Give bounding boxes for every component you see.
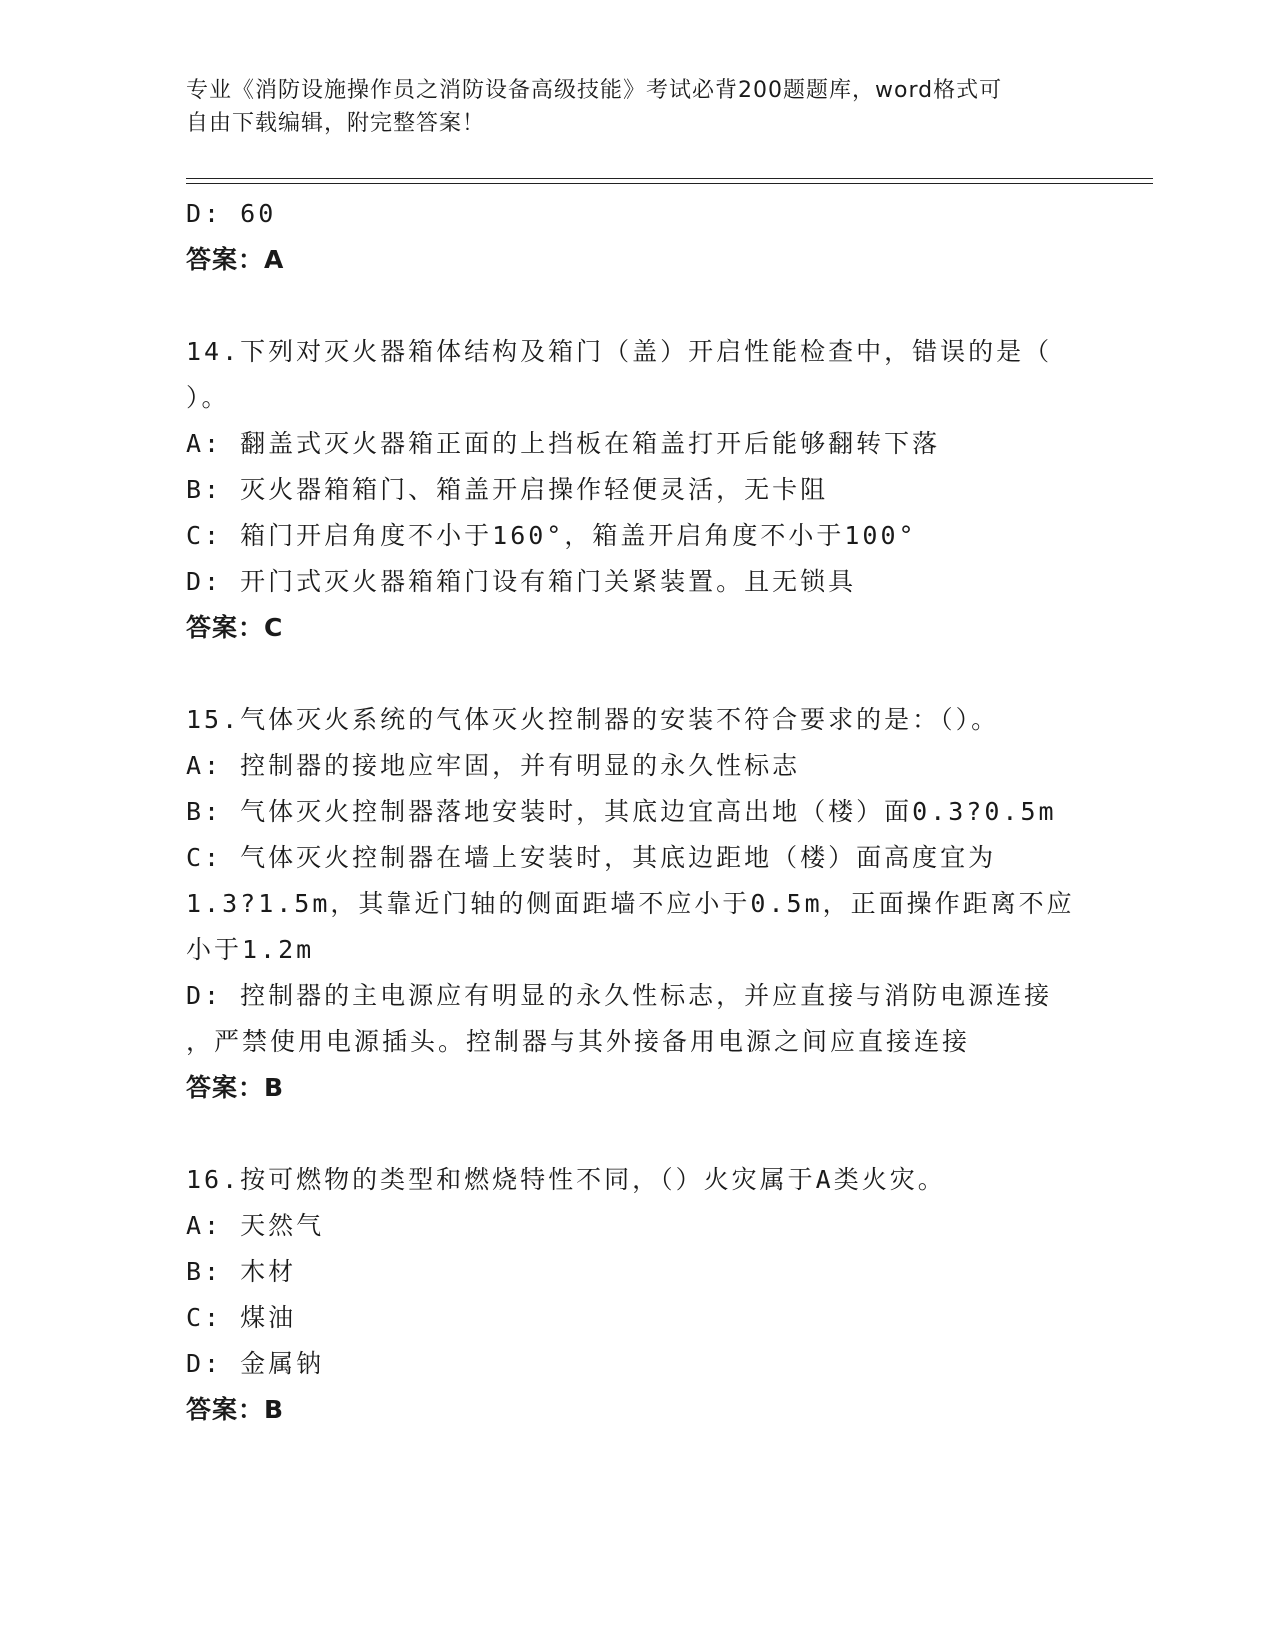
header-line-1: 专业《消防设施操作员之消防设备高级技能》考试必背200题题库，word格式可 bbox=[186, 78, 1003, 103]
q14-option-b: B: 灭火器箱箱门、箱盖开启操作轻便灵活，无卡阻 bbox=[186, 475, 829, 504]
q16-option-a: A: 天然气 bbox=[186, 1211, 325, 1240]
q16-option-c: C: 煤油 bbox=[186, 1303, 297, 1332]
spacer bbox=[186, 1111, 1086, 1157]
q15-option-d-line-1: D: 控制器的主电源应有明显的永久性标志，并应直接与消防电源连接 bbox=[186, 981, 1053, 1010]
q15-option-d-line-2: ，严禁使用电源插头。控制器与其外接备用电源之间应直接连接 bbox=[186, 1027, 971, 1056]
prev-option-d: D: 60 bbox=[186, 199, 277, 228]
q16-stem: 16.按可燃物的类型和燃烧特性不同，（）火灾属于A类火灾。 bbox=[186, 1165, 946, 1194]
prev-answer: 答案：A bbox=[186, 245, 285, 274]
page-header bbox=[186, 74, 1066, 140]
q15-option-c-line-3: 小于1.2m bbox=[186, 935, 315, 964]
q14-stem-line-2: ）。 bbox=[186, 383, 230, 412]
q14-answer: 答案：C bbox=[186, 613, 284, 642]
q15-option-c-line-2: 1.3?1.5m，其靠近门轴的侧面距墙不应小于0.5m，正面操作距离不应 bbox=[186, 889, 1075, 918]
q14-option-d: D: 开门式灭火器箱箱门设有箱门关紧装置。且无锁具 bbox=[186, 567, 857, 596]
q15-option-b: B: 气体灭火控制器落地安装时，其底边宜高出地（楼）面0.3?0.5m bbox=[186, 797, 1057, 826]
header-line-2: 自由下载编辑，附完整答案！ bbox=[186, 111, 486, 136]
header-rule-top bbox=[186, 178, 1153, 179]
q15-option-a: A: 控制器的接地应牢固，并有明显的永久性标志 bbox=[186, 751, 801, 780]
question-content bbox=[186, 191, 1086, 1433]
question-15 bbox=[186, 697, 1086, 1111]
q15-option-c-line-1: C: 气体灭火控制器在墙上安装时，其底边距地（楼）面高度宜为 bbox=[186, 843, 997, 872]
q14-option-c: C: 箱门开启角度不小于160°，箱盖开启角度不小于100° bbox=[186, 521, 917, 550]
q14-option-a: A: 翻盖式灭火器箱正面的上挡板在箱盖打开后能够翻转下落 bbox=[186, 429, 941, 458]
q14-stem-line-1: 14.下列对灭火器箱体结构及箱门（盖）开启性能检查中，错误的是（ bbox=[186, 337, 1053, 366]
spacer bbox=[186, 283, 1086, 329]
question-16 bbox=[186, 1157, 1086, 1433]
q16-option-b: B: 木材 bbox=[186, 1257, 297, 1286]
q15-stem: 15.气体灭火系统的气体灭火控制器的安装不符合要求的是：（）。 bbox=[186, 705, 1000, 734]
spacer bbox=[186, 651, 1086, 697]
q15-answer: 答案：B bbox=[186, 1073, 285, 1102]
q16-answer: 答案：B bbox=[186, 1395, 285, 1424]
q16-option-d: D: 金属钠 bbox=[186, 1349, 325, 1378]
question-14 bbox=[186, 329, 1086, 651]
header-rule-bottom bbox=[186, 183, 1153, 184]
